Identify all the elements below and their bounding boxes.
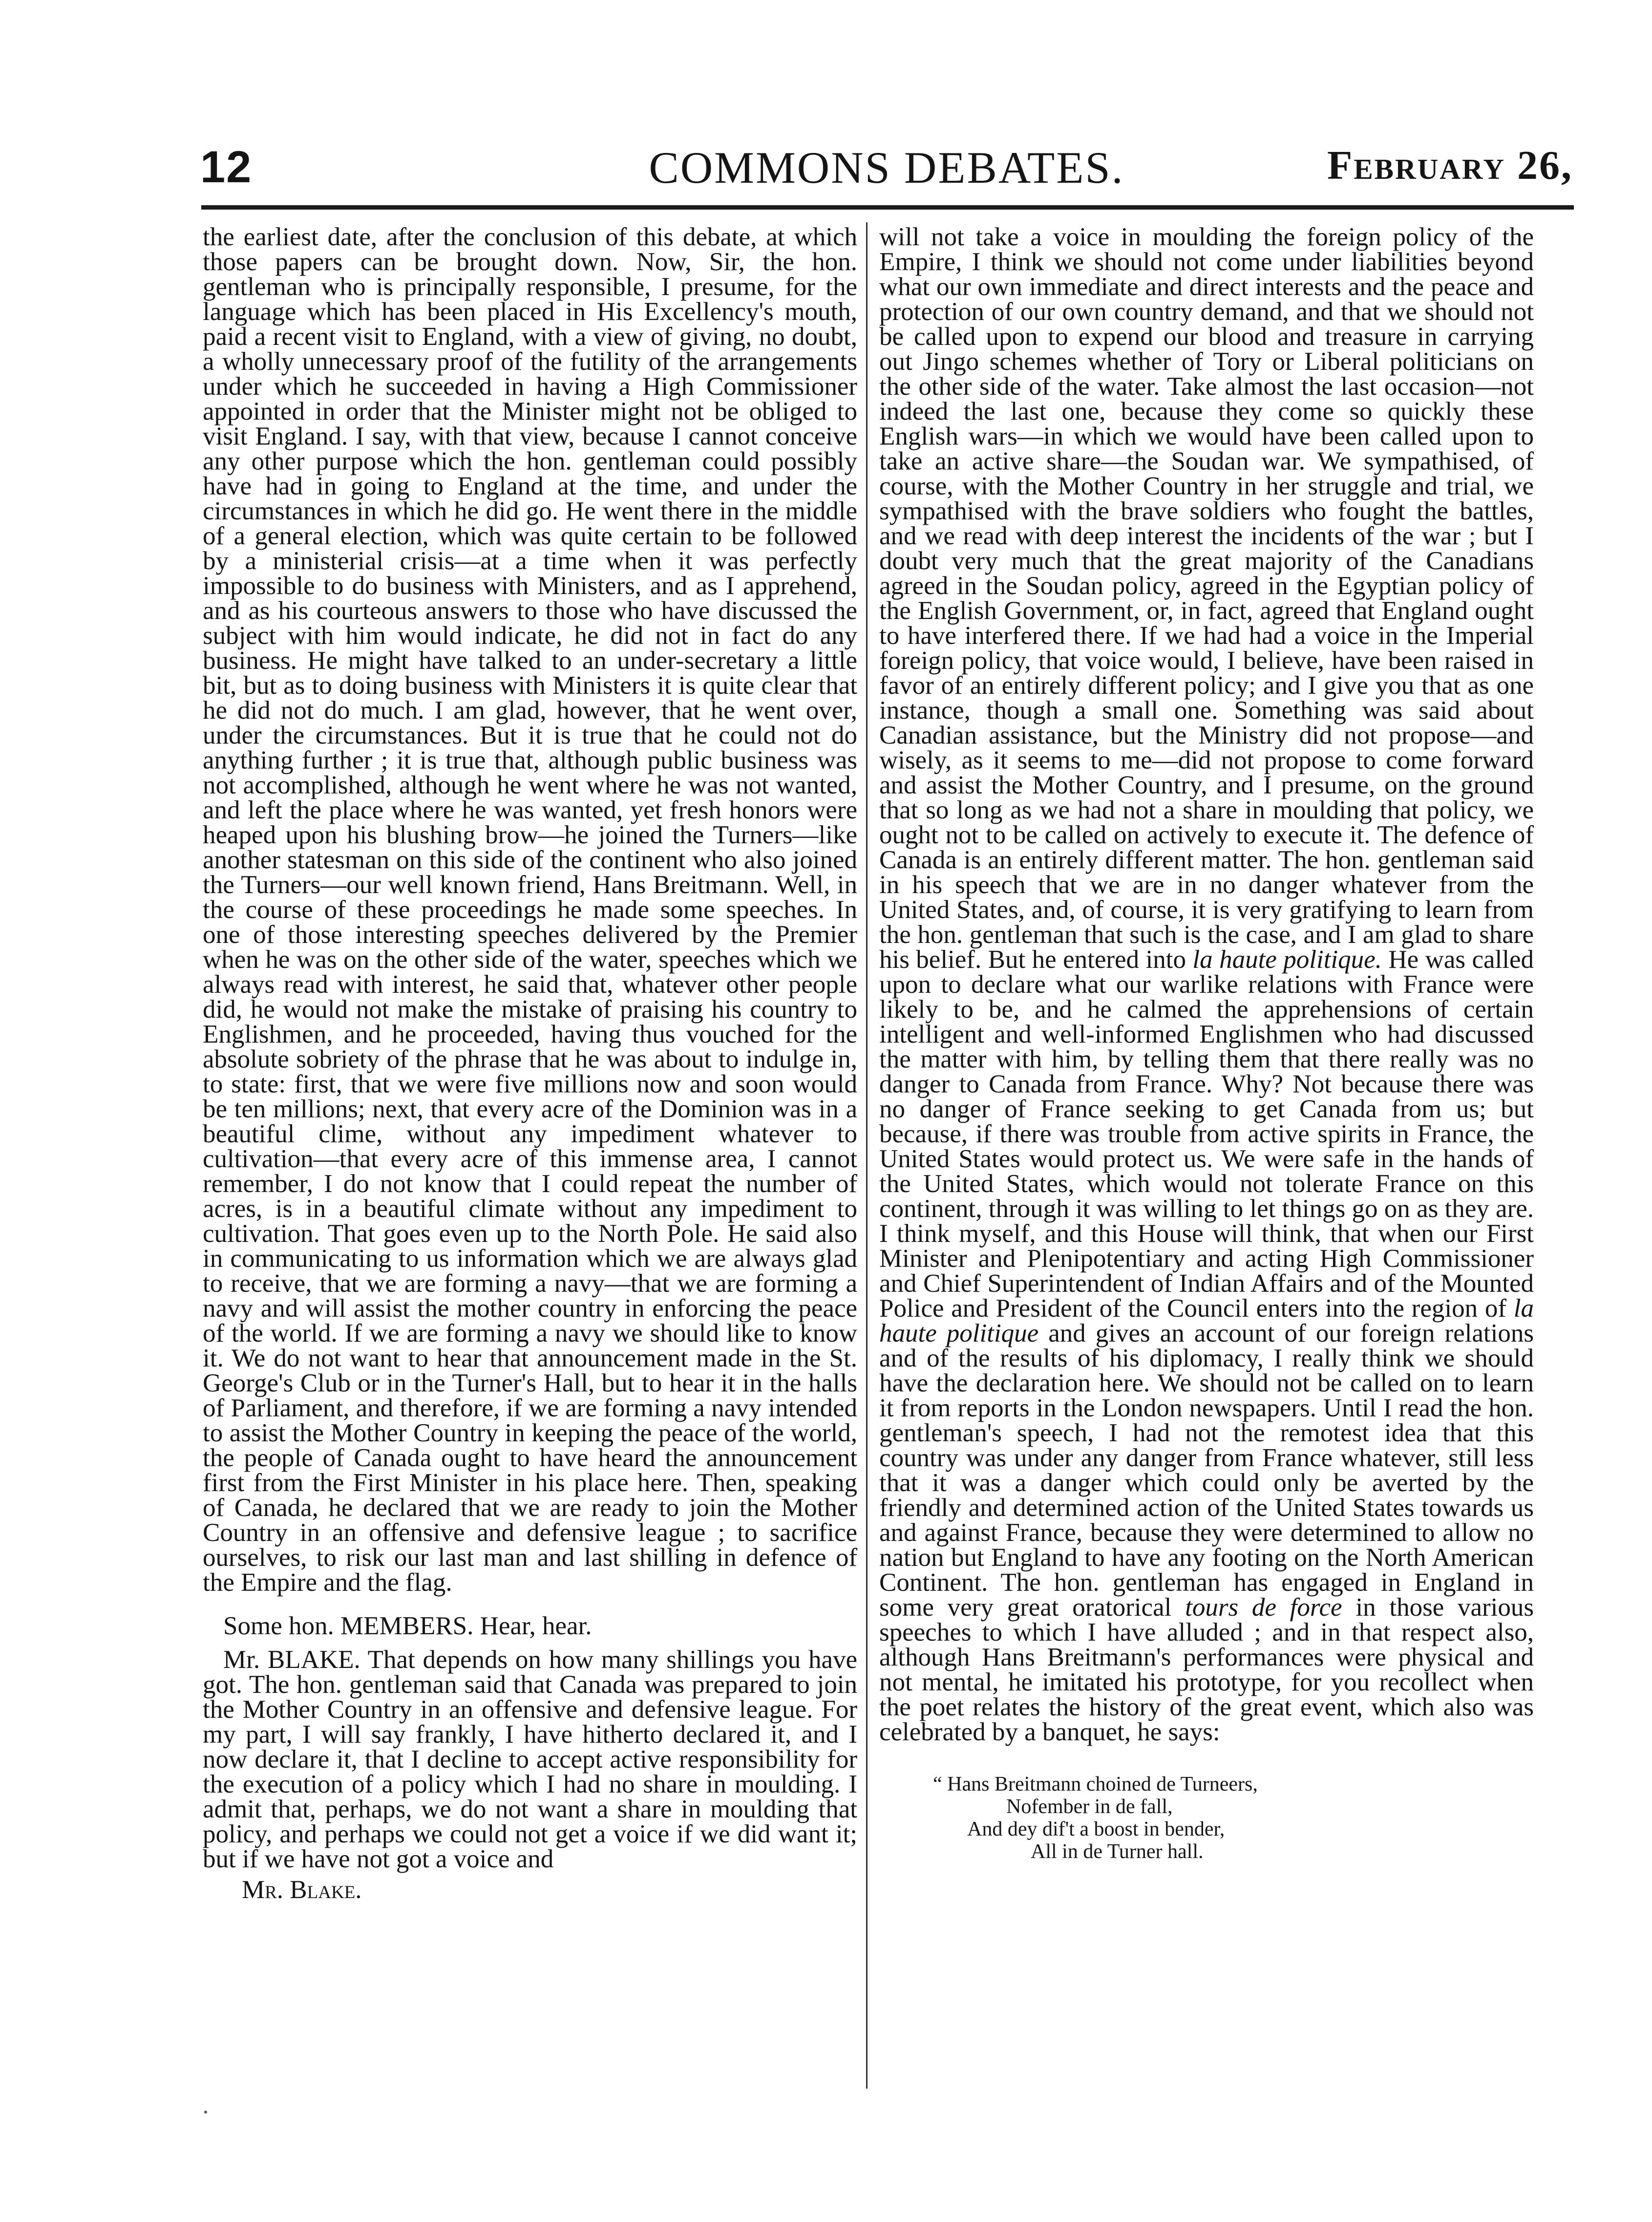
header-rule xyxy=(201,205,1574,210)
page-header xyxy=(200,142,1573,215)
left-column xyxy=(203,225,857,1902)
speaker-name: Mr. BLAKE. xyxy=(223,1645,360,1674)
left-paragraph-2 xyxy=(203,1647,857,1872)
right-text-a: will not take a voice in moulding the foreign policy of the Empire, I think we should not come under liabilities beyond what our own immediate and direct interests and the peace and protection of our own country demand, and that we should not be called upon to expend our blood and treasure in carrying out Jingo schemes whether of Tory or Liberal politicians on the other side of the water. Take almost the last occasion—not indeed the last one, because they come so quickly these English wars—in which we would have been called upon to take an active share—the Soudan war. We sympathised, of course, with the Mother Country in her struggle and trial, we sympathised with the brave soldiers who fought the battles, and we read with deep interest the incidents of the war ; but I doubt very much that the great majority of the Canadians agreed in the Soudan policy, agreed in the Egyptian policy of the English Government, or, in fact, agreed that England ought to have interfered there. If we had had a voice in the Imperial foreign policy, that voice would, I believe, have been raised in favor of an entirely different policy; and I give you that as one instance, though a small one. Something was said about Canadian assistance, but the Ministry did not propose—and wisely, as it seems to me—did not propose to come forward and assist the Mother Country, and I presume, on the ground that so long as we had not a share in moulding that policy, we ought not to be called on actively to execute it. The defence of Canada is an entirely different matter. The hon. gentleman said in his speech that we are in no danger whatever from the United States, and, of course, it is very gratifying to learn from the hon. gentleman that such is the case, and I am glad to share his belief. But he entered into xyxy=(879,223,1534,974)
verse-line: “ Hans Breitmann choined de Turneers, xyxy=(933,1773,1258,1795)
right-text-b: He was called upon to declare what our warlike relations with France were likely to be, and he calmed the apprehensions of certain intelligent and well-informed Englishmen who had discussed the matter with him, by telling them that there really was no danger to Canada from France. Why? Not because there was no danger of France seeking to get Canada from us; but because, if there was trouble from active spirits in France, the United States would protect us. We were safe in the hands of the United States, which would not tolerate France on this continent, through it was willing to let things go on as they are. I think myself, and this House will think, that when our First Minister and Plenipotentiary and acting High Commissioner and Chief Superintendent of Indian Affairs and of the Mounted Police and President of the Council enters into the region of xyxy=(879,945,1534,1323)
ink-speck xyxy=(204,2111,207,2114)
column-divider xyxy=(866,222,868,2089)
left-paragraph-1: the earliest date, after the conclusion of this debate, at which those papers can be brought down. Now, Sir, the hon. gentleman who is principally responsible, I presume, for the language which has been placed in His Excellency's mouth, paid a recent visit to England, with a view of giving, no doubt, a wholly unnecessary proof of the futility of the arrangements under which he succeeded in having a High Commissioner appointed in order that the Minister might not be obliged to visit England. I say, with that view, because I cannot conceive any other purpose which the hon. gentleman could possibly have had in going to England at the time, and under the circumstances in which he did go. He went there in the middle of a general election, which was quite certain to be followed by a ministerial crisis—at a time when it was perfectly impossible to do business with Ministers, and as I apprehend, and as his courteous answers to those who have discussed the subject with him would indicate, he did not in fact do any business. He might have talked to an under-secretary a little bit, but as to doing business with Ministers it is quite clear that he did not do much. I am glad, however, that he went over, under the circumstances. But it is true that he could not do anything further ; it is true that, although public business was not accomplished, although he went where he was not wanted, and left the place where he was wanted, yet fresh honors were heaped upon his blushing brow—he joined the Turners—like another statesman on this side of the continent who also joined the Turners—our well known friend, Hans Breitmann. Well, in the course of these proceedings he made some speeches. In one of those interesting speeches delivered by the Premier when he was on the other side of the water, speeches which we always read with interest, he said that, whatever other people did, he would not make the mistake of praising his country to Englishmen, and he proceeded, having thus vouched for the absolute sobriety of the phrase that he was about to indulge in, to state: first, that we were five millions now and soon would be ten millions; next, that every acre of the Dominion was in a beautiful clime, without any impediment whatever to cultivation—that every acre of this immense area, I cannot remember, I do not know that I could repeat the number of acres, is in a beautiful climate without any impediment to cultivation. That goes even up to the North Pole. He said also in communicating to us information which we are always glad to receive, that we are forming a navy—that we are forming a navy and will assist the mother country in enforcing the peace of the world. If we are forming a navy we should like to know it. We do not want to hear that announcement made in the St. George's Club or in the Turner's Hall, but to hear it in the halls of Parliament, and therefore, if we are forming a navy intended to assist the Mother Country in keeping the peace of the world, the people of Canada ought to have heard the announcement first from the First Minister in his place here. Then, speaking of Canada, he declared that we are ready to join the Mother Country in an offensive and defensive league ; to sacrifice ourselves, to risk our last man and last shilling in defence of the Empire and the flag. xyxy=(203,223,857,1597)
verse-line: Nofember in de fall, xyxy=(1006,1795,1173,1818)
right-column xyxy=(879,225,1534,1863)
page-date: February 26, xyxy=(1327,143,1573,188)
interjection: Some hon. MEMBERS. Hear, hear. xyxy=(223,1612,592,1640)
footer-speaker: Mr. Blake. xyxy=(242,1876,362,1904)
running-title: COMMONS DEBATES. xyxy=(649,143,1124,192)
italic-phrase-1: la haute politique. xyxy=(1192,945,1382,974)
verse-line: And dey dif't a boost in bender, xyxy=(967,1818,1225,1840)
italic-phrase-3: tours de force xyxy=(1185,1593,1342,1622)
right-text-d: in those various speeches to which I have alluded ; and in that respect also, although Hans Breitmann's performances were physical and not mental, he imitated his prototype, for you recollect when the poet relates the history of the great event, which also was celebrated by a banquet, he says: xyxy=(879,1593,1534,1746)
verse-line: All in de Turner hall. xyxy=(1031,1840,1204,1863)
right-paragraph-1 xyxy=(879,225,1534,1745)
speech-text: That depends on how many shillings you have got. The hon. gentleman said that Canada was prepared to join the Mother Country in an offensive and defensive league. For my part, I will say frankly, I have hitherto declared it, and I now declare it, that I decline to accept active responsibility for the execution of a policy which I had no share in moulding. I admit that, perhaps, we do not want a share in moulding that policy, and perhaps we could not get a voice if we did want it; but if we have not got a voice and xyxy=(203,1645,857,1873)
right-text-c: and gives an account of our foreign relations and of the results of his diplomacy, I really think we should have the declaration here. We should not be called on to learn it from reports in the London newspapers. Until I read the hon. gentleman's speech, I had not the remotest idea that this country was under any danger from France whatever, still less that it was a danger which could only be averted by the friendly and determined action of the United States towards us and against France, because they were determined to allow no nation but England to have any footing on the North American Continent. The hon. gentleman has engaged in England in some very great oratorical xyxy=(879,1319,1534,1622)
page-number: 12 xyxy=(200,142,253,192)
verse-quote xyxy=(933,1773,1534,1863)
italic-phrase-2: la haute politique xyxy=(879,1294,1534,1347)
